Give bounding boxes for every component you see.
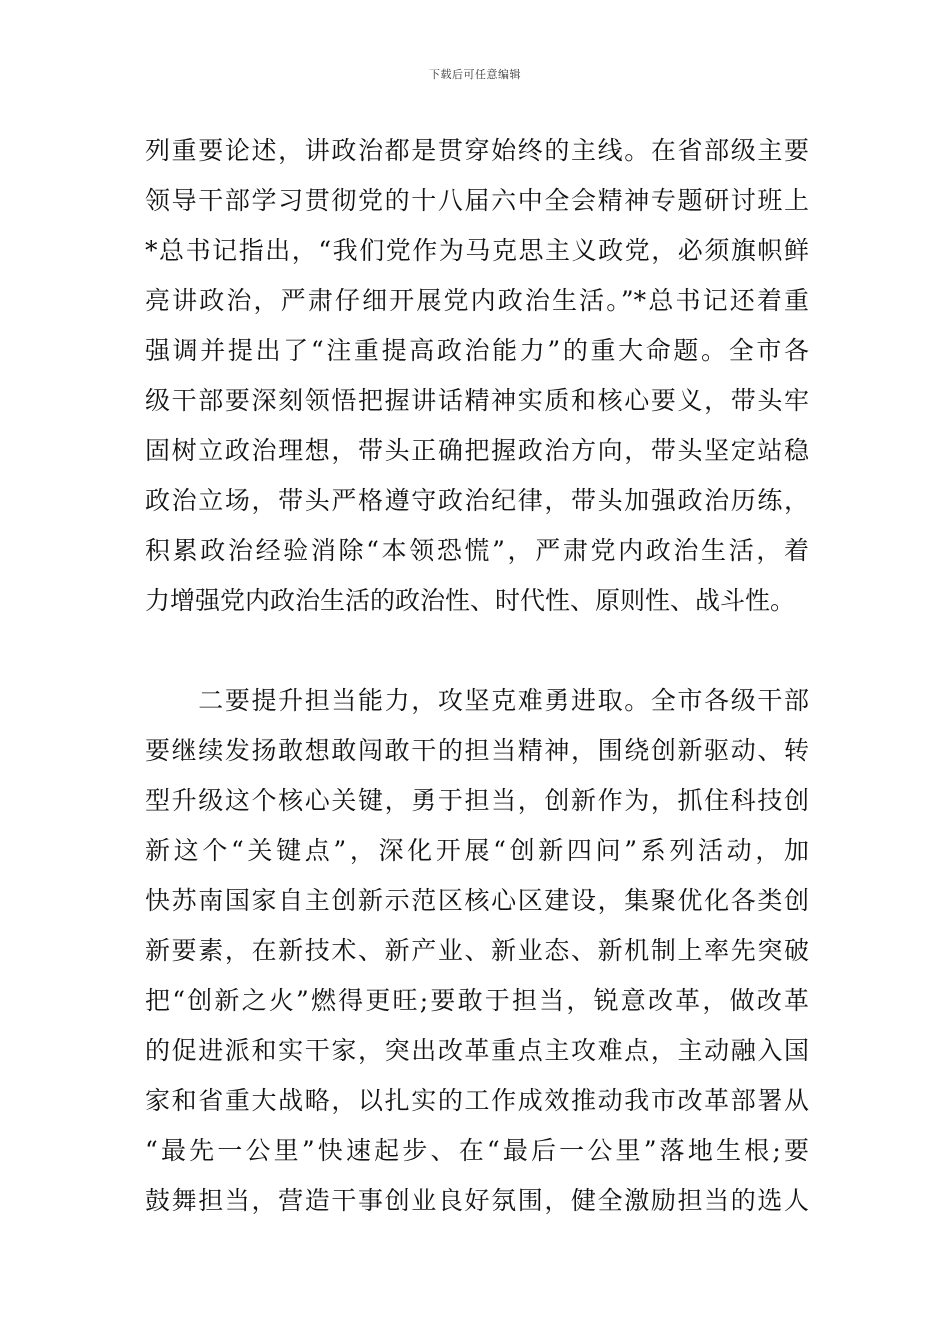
text-line: 型升级这个核心关键，勇于担当，创新作为，抓住科技创 xyxy=(145,786,809,815)
text-line: 把“创新之火”燃得更旺;要敢于担当，锐意改革，做改革 xyxy=(145,986,809,1015)
text-line: 二要提升担当能力，攻坚克难勇进取。全市各级干部 xyxy=(145,686,809,715)
text-line: 领导干部学习贯彻党的十八届六中全会精神专题研讨班上 xyxy=(145,186,809,215)
text-line: 级干部要深刻领悟把握讲话精神实质和核心要义，带头牢 xyxy=(145,386,809,415)
text-line: 强调并提出了“注重提高政治能力”的重大命题。全市各 xyxy=(145,336,809,365)
text-line: “最先一公里”快速起步、在“最后一公里”落地生根;要 xyxy=(145,1136,809,1165)
text-line: 的促进派和实干家，突出改革重点主攻难点，主动融入国 xyxy=(145,1036,809,1065)
paragraph-1 xyxy=(145,126,809,626)
text-line: 鼓舞担当，营造干事创业良好氛围，健全激励担当的选人 xyxy=(145,1186,809,1215)
text-line: 家和省重大战略，以扎实的工作成效推动我市改革部署从 xyxy=(145,1086,809,1115)
text-line: 列重要论述，讲政治都是贯穿始终的主线。在省部级主要 xyxy=(145,136,809,165)
text-line: 亮讲政治，严肃仔细开展党内政治生活。”*总书记还着重 xyxy=(145,286,809,315)
text-line: 要继续发扬敢想敢闯敢干的担当精神，围绕创新驱动、转 xyxy=(145,736,809,765)
text-line: 积累政治经验消除“本领恐慌”，严肃党内政治生活，着 xyxy=(145,536,809,565)
text-line: 快苏南国家自主创新示范区核心区建设，集聚优化各类创 xyxy=(145,886,809,915)
page-header: 下载后可任意编辑 xyxy=(429,68,521,81)
paragraph-2 xyxy=(145,676,809,1226)
text-line: 新要素，在新技术、新产业、新业态、新机制上率先突破 xyxy=(145,936,809,965)
text-line: 固树立政治理想，带头正确把握政治方向，带头坚定站稳 xyxy=(145,436,809,465)
text-line: 新这个“关键点”，深化开展“创新四问”系列活动，加 xyxy=(145,836,809,865)
text-line: 政治立场，带头严格遵守政治纪律，带头加强政治历练， xyxy=(145,486,809,515)
text-line: *总书记指出，“我们党作为马克思主义政党，必须旗帜鲜 xyxy=(145,236,809,265)
text-line: 力增强党内政治生活的政治性、时代性、原则性、战斗性。 xyxy=(145,586,796,615)
